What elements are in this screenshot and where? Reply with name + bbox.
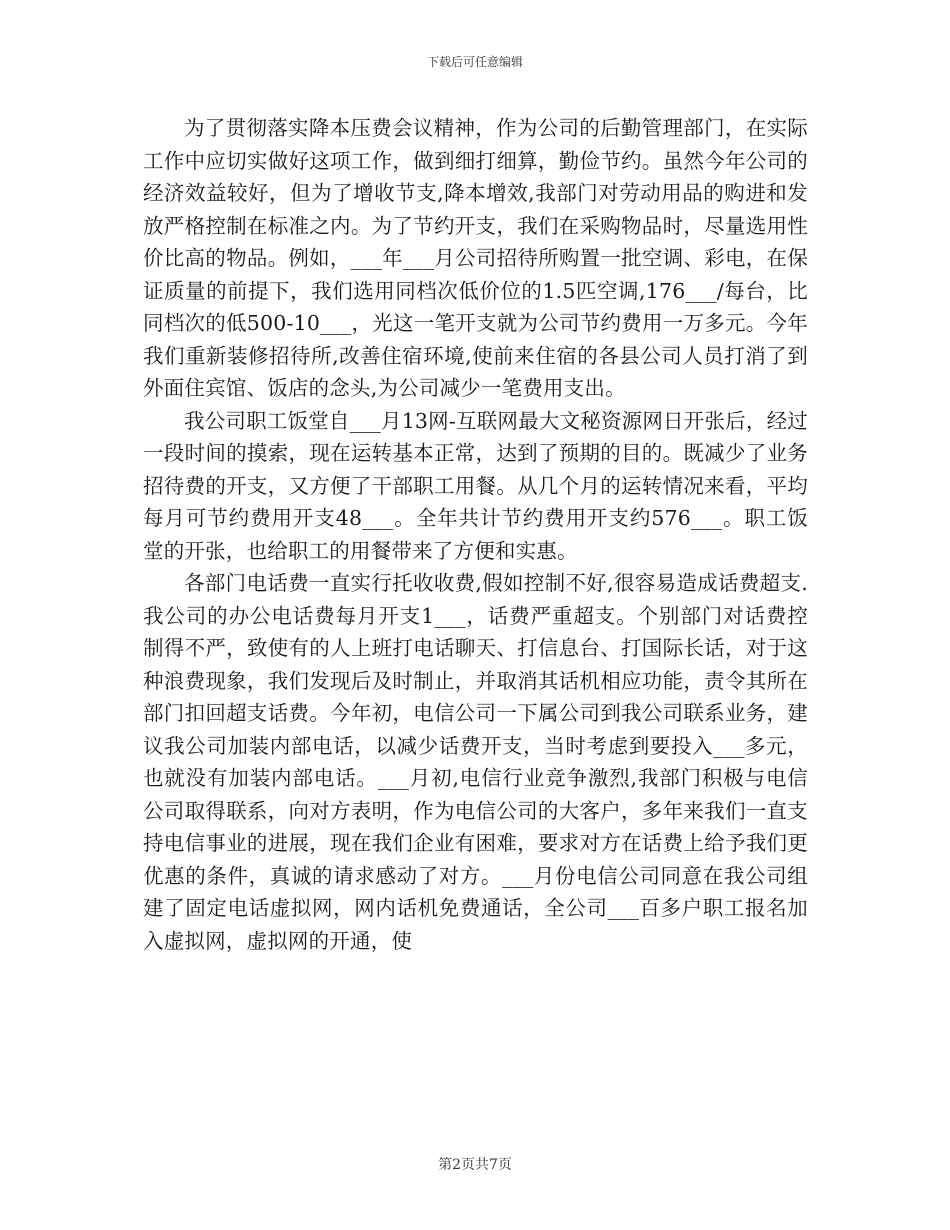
document-body (143, 112, 808, 957)
paragraph-1: 为了贯彻落实降本压费会议精神，作为公司的后勤管理部门，在实际工作中应切实做好这项工作，做到细打细算，勤俭节约。虽然今年公司的经济效益较好，但为了增收节支,降本增效,我部门对劳动用品的购进和发放严格控制在标准之内。为了节约开支，我们在采购物品时，尽量选用性价比高的物品。例如，___年___月公司招待所购置一批空调、彩电，在保证质量的前提下，我们选用同档次低价位的1.5匹空调,176___/每台，比同档次的低500-10___，光这一笔开支就为公司节约费用一万多元。今年我们重新装修招待所,改善住宿环境,使前来住宿的各县公司人员打消了到外面住宾馆、饭店的念头,为公司减少一笔费用支出。 (143, 116, 808, 400)
page-footer: 第2页共7页 (438, 1157, 512, 1173)
paragraph-3: 各部门电话费一直实行托收收费,假如控制不好,很容易造成话费超支.我公司的办公电话费每月开支1___，话费严重超支。个别部门对话费控制得不严，致使有的人上班打电话聊天、打信息台、打国际长话，对于这种浪费现象，我们发现后及时制止，并取消其话机相应功能，责令其所在部门扣回超支话费。今年初，电信公司一下属公司到我公司联系业务，建议我公司加装内部电话，以减少话费开支，当时考虑到要投入___多元，也就没有加装内部电话。___月初,电信行业竞争激烈,我部门积极与电信公司取得联系，向对方表明，作为电信公司的大客户，多年来我们一直支持电信事业的进展，现在我们企业有困难，要求对方在话费上给予我们更优惠的条件，真诚的请求感动了对方。___月份电信公司同意在我公司组建了固定电话虚拟网，网内话机免费通话，全公司___百多户职工报名加入虚拟网，虚拟网的开通，使 (143, 571, 808, 953)
paragraph-2: 我公司职工饭堂自___月13网-互联网最大文秘资源网日开张后，经过一段时间的摸索，现在运转基本正常，达到了预期的目的。既减少了业务招待费的开支，又方便了干部职工用餐。从几个月的运转情况来看，平均每月可节约费用开支48___。全年共计节约费用开支约576___。职工饭堂的开张，也给职工的用餐带来了方便和实惠。 (143, 408, 808, 563)
page-header: 下载后可任意编辑 (426, 55, 523, 69)
